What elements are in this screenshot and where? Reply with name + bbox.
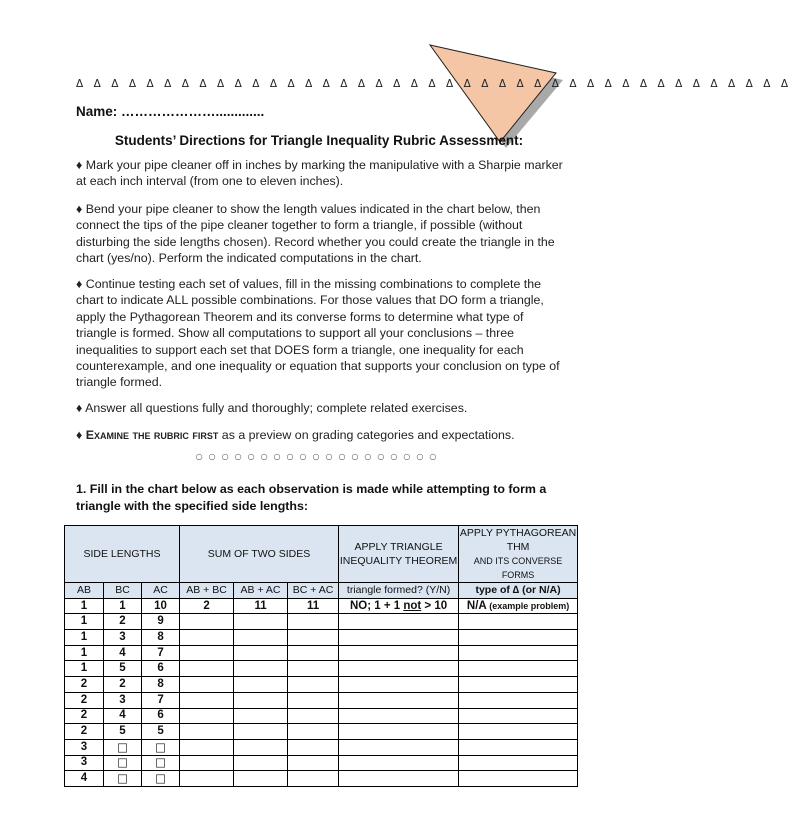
cell-ab-bc[interactable] [180,708,234,724]
cell-bc-ac[interactable] [288,724,339,740]
cell-ab-bc[interactable] [180,755,234,771]
table-row [65,708,578,724]
cell-bc-ac: 11 [288,598,339,614]
cell-ab-bc[interactable] [180,739,234,755]
cell-ab-ac[interactable] [234,630,288,646]
cell-bc: 2 [104,614,142,630]
cell-triangle-type[interactable] [459,630,578,646]
cell-bc-ac[interactable] [288,661,339,677]
cell-ab-bc[interactable] [180,630,234,646]
cell-triangle-formed[interactable] [339,724,459,740]
rubric-lead: Examine the rubric first [85,428,219,442]
cell-bc: 5 [104,661,142,677]
table-row [65,755,578,771]
cell-ab-bc[interactable] [180,771,234,787]
col-bc-ac: BC + AC [288,583,339,599]
col-bc: BC [104,583,142,599]
cell-ab-ac[interactable] [234,755,288,771]
col-triangle-formed: triangle formed? (Y/N) [339,583,459,599]
cell-ab-ac[interactable] [234,771,288,787]
col-ab-ac: AB + AC [234,583,288,599]
cell-bc: 4 [104,708,142,724]
formed-prefix: NO; 1 + 1 [349,599,404,612]
cell-triangle-type[interactable] [459,692,578,708]
cell-ab-bc[interactable] [180,614,234,630]
cell-ab: 1 [65,661,104,677]
name-field-label: Name: …………………............. [76,104,265,119]
cell-ab-bc[interactable] [180,724,234,740]
cell-ab-ac[interactable] [234,614,288,630]
formed-suffix: > 10 [421,599,448,612]
cell-bc: 3 [104,692,142,708]
cell-ab: 2 [65,692,104,708]
col-ab-bc: AB + BC [180,583,234,599]
cell-bc: 3 [104,630,142,646]
table-row [65,739,578,755]
header-pythagorean-sub: AND ITS CONVERSE FORMS [473,556,563,580]
cell-ac: 5 [142,724,180,740]
type-note: (example problem) [486,600,570,611]
cell-triangle-type[interactable] [459,645,578,661]
cell-triangle-type[interactable] [459,724,578,740]
dot-divider: ○○○○○○○○○○○○○○○○○○○ [195,452,443,461]
cell-triangle-type[interactable] [459,771,578,787]
col-ab: AB [65,583,104,599]
table-row [65,630,578,646]
header-pythagorean [459,526,578,583]
cell-ab-bc: 2 [180,598,234,614]
cell-triangle-formed[interactable] [339,771,459,787]
cell-triangle-formed[interactable] [339,677,459,693]
table-row [65,771,578,787]
cell-triangle-type[interactable] [459,739,578,755]
cell-ac: 6 [142,708,180,724]
cell-ab-bc[interactable] [180,692,234,708]
page-title: Students’ Directions for Triangle Inequality Rubric Assessment: [114,133,524,148]
table-row [65,724,578,740]
cell-triangle-type[interactable] [459,661,578,677]
cell-ab-bc[interactable] [180,661,234,677]
cell-ab-ac[interactable] [234,661,288,677]
cell-ab: 2 [65,708,104,724]
cell-triangle-type[interactable] [459,708,578,724]
cell-bc-ac[interactable] [288,708,339,724]
cell-triangle-formed [339,598,459,614]
cell-bc-ac[interactable] [288,677,339,693]
cell-ab: 4 [65,771,104,787]
cell-bc: 4 [104,645,142,661]
cell-bc: □ [104,755,142,771]
cell-ac: □ [142,739,180,755]
cell-triangle-formed[interactable] [339,645,459,661]
cell-ab: 1 [65,598,104,614]
cell-bc-ac[interactable] [288,739,339,755]
cell-ab-ac[interactable] [234,645,288,661]
cell-bc-ac[interactable] [288,614,339,630]
cell-ab-bc[interactable] [180,677,234,693]
direction-paragraph: ♦ Answer all questions fully and thoroughly; complete related exercises. [76,401,468,415]
table-row [65,614,578,630]
cell-bc: □ [104,739,142,755]
cell-triangle-type[interactable] [459,755,578,771]
cell-ac: 10 [142,598,180,614]
rubric-paragraph [76,427,566,443]
table-row [65,692,578,708]
cell-ac: 6 [142,661,180,677]
cell-ab-ac[interactable] [234,708,288,724]
cell-bc: 1 [104,598,142,614]
cell-triangle-type [459,598,578,614]
type-main: N/A [466,599,487,612]
cell-ab: 1 [65,614,104,630]
cell-ac: 8 [142,677,180,693]
triangle-chart-table [64,525,578,787]
cell-triangle-formed[interactable] [339,630,459,646]
cell-ac: 8 [142,630,180,646]
direction-paragraph: ♦ Mark your pipe cleaner off in inches by marking the manipulative with a Sharpie marker at each inch interval (from one to eleven inches). [76,158,563,189]
cell-ab-ac[interactable] [234,692,288,708]
cell-triangle-formed[interactable] [339,614,459,630]
cell-ac: 7 [142,645,180,661]
cell-ab-ac[interactable] [234,724,288,740]
cell-ab: 2 [65,677,104,693]
header-side-lengths: SIDE LENGTHS [65,526,180,583]
cell-ab: 1 [65,645,104,661]
bullet: ♦ [76,428,86,442]
rubric-rest: as a preview on grading categories and expectations. [218,428,515,442]
cell-triangle-formed[interactable] [339,739,459,755]
cell-triangle-formed[interactable] [339,755,459,771]
cell-ab: 2 [65,724,104,740]
cell-ab: 3 [65,755,104,771]
cell-bc-ac[interactable] [288,630,339,646]
cell-bc-ac[interactable] [288,645,339,661]
cell-ab-bc[interactable] [180,645,234,661]
cell-ab: 3 [65,739,104,755]
cell-ab-ac[interactable] [234,677,288,693]
cell-ac: □ [142,771,180,787]
header-pythagorean-main: APPLY PYTHAGOREAN THM [459,527,577,553]
cell-triangle-formed[interactable] [339,708,459,724]
header-triangle-inequality: APPLY TRIANGLE INEQUALITY THEOREM [339,526,459,583]
cell-triangle-formed[interactable] [339,661,459,677]
cell-ab-ac[interactable] [234,739,288,755]
cell-bc: 2 [104,677,142,693]
cell-triangle-type[interactable] [459,677,578,693]
cell-ab-ac: 11 [234,598,288,614]
cell-ac: □ [142,755,180,771]
direction-paragraph: ♦ Continue testing each set of values, fill in the missing combinations to complete the chart to indicate ALL possible combinations. For those values that DO form a triangle, apply the Pythagorean Theorem and its converse forms to determine what type of triangle is formed. Show all computations to support all your conclusions – three inequalities to support each set that DOES form a triangle, one inequality for each counterexample, and one inequality or equation that supports your conclusion on type of triangle formed. [76,277,560,390]
cell-bc-ac[interactable] [288,692,339,708]
direction-paragraph: ♦ Bend your pipe cleaner to show the length values indicated in the chart below, then connect the tips of the pipe cleaner together to form a triangle, if possible (without disturbing the side lengths chosen). Record whether you could create the triangle in the chart (yes/no). Perform the indicated computations in the chart. [76,202,555,266]
table-row [65,645,578,661]
table-row [65,677,578,693]
example-row [65,598,578,614]
cell-triangle-formed[interactable] [339,692,459,708]
cell-ac: 9 [142,614,180,630]
table-row [65,661,578,677]
question-1: 1. Fill in the chart below as each observation is made while attempting to form a triangle with the specified side lengths: [76,482,547,513]
cell-ab: 1 [65,630,104,646]
cell-ac: 7 [142,692,180,708]
cell-triangle-type[interactable] [459,614,578,630]
col-triangle-type: type of ∆ (or N/A) [459,583,578,599]
cell-bc: □ [104,771,142,787]
cell-bc-ac[interactable] [288,771,339,787]
triangle-symbol-row: Δ Δ Δ Δ Δ Δ Δ Δ Δ Δ Δ Δ Δ Δ Δ Δ Δ Δ Δ Δ Δ Δ Δ Δ Δ Δ Δ Δ Δ Δ Δ Δ Δ Δ Δ Δ Δ Δ Δ Δ Δ [76,78,792,90]
cell-bc-ac[interactable] [288,755,339,771]
cell-bc: 5 [104,724,142,740]
formed-not: not [403,599,422,612]
header-sum-two-sides: SUM OF TWO SIDES [180,526,339,583]
col-ac: AC [142,583,180,599]
